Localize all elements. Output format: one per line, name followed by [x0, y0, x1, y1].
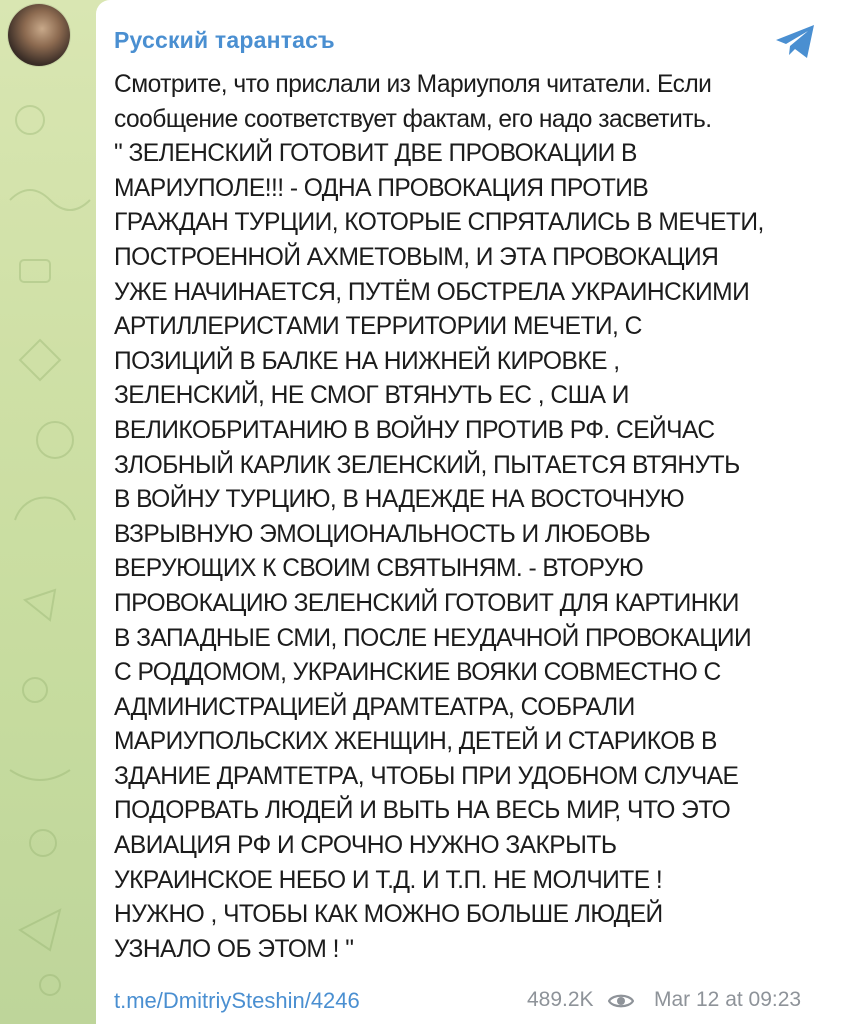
- post-link[interactable]: t.me/DmitriySteshin/4246: [114, 988, 360, 1013]
- channel-avatar[interactable]: [8, 4, 70, 66]
- channel-name[interactable]: Русский тарантасъ: [114, 27, 335, 53]
- eye-icon: [608, 992, 634, 1010]
- post-date: Mar 12 at 09:23: [654, 988, 802, 1011]
- chat-background-pattern: [0, 0, 100, 1024]
- telegram-plane-icon[interactable]: [774, 22, 818, 62]
- message-text: Смотрите, что прислали из Мариуполя читатели. Если сообщение соответствует фактам, его надо засветить. " ЗЕЛЕНСКИЙ ГОТОВИТ ДВЕ ПРОВОКАЦИИ В МАРИУПОЛЕ!!! - ОДНА ПРОВОКАЦИЯ ПРОТИВ ГРАЖДАН ТУРЦИИ, КОТОРЫЕ СПРЯТАЛИСЬ В МЕЧЕТИ, ПОСТРОЕННОЙ АХМЕТОВЫМ, И ЭТА ПРОВОКАЦИЯ УЖЕ НАЧИНАЕТСЯ, ПУТЁМ ОБСТРЕЛА УКРАИНСКИМИ АРТИЛЛЕРИСТАМИ ТЕРРИТОРИИ МЕЧЕТИ, С ПОЗИЦИЙ В БАЛКЕ НА НИЖНЕЙ КИРОВКЕ , ЗЕЛЕНСКИЙ, НЕ СМОГ ВТЯНУТЬ ЕС , США И ВЕЛИКОБРИТАНИЮ В ВОЙНУ ПРОТИВ РФ. СЕЙЧАС ЗЛОБНЫЙ КАРЛИК ЗЕЛЕНСКИЙ, ПЫТАЕТСЯ ВТЯНУТЬ В ВОЙНУ ТУРЦИЮ, В НАДЕЖДЕ НА ВОСТОЧНУЮ ВЗРЫВНУЮ ЭМОЦИОНАЛЬНОСТЬ И ЛЮБОВЬ ВЕРУЮЩИХ К СВОИМ СВЯТЫНЯМ. - ВТОРУЮ ПРОВОКАЦИЮ ЗЕЛЕНСКИЙ ГОТОВИТ ДЛЯ КАРТИНКИ В ЗАПАДНЫЕ СМИ, ПОСЛЕ НЕУДАЧНОЙ ПРОВОКАЦИИ С РОДДОМОМ, УКРАИНСКИЕ ВОЯКИ СОВМЕСТНО С АДМИНИСТРАЦИЕЙ ДРАМТЕАТРА, СОБРАЛИ МАРИУПОЛЬСКИХ ЖЕНЩИН, ДЕТЕЙ И СТАРИКОВ В ЗДАНИЕ ДРАМТЕТРА, ЧТОБЫ ПРИ УДОБНОМ СЛУЧАЕ ПОДОРВАТЬ ЛЮДЕЙ И ВЫТЬ НА ВЕСЬ МИР, ЧТО ЭТО АВИАЦИЯ РФ И СРОЧНО НУЖНО ЗАКРЫТЬ УКРАИНСКОЕ НЕБО И Т.Д. И Т.П. НЕ МОЛЧИТЕ ! НУЖНО , ЧТОБЫ КАК МОЖНО БОЛЬШЕ ЛЮДЕЙ УЗНАЛО ОБ ЭТОМ ! ": [114, 71, 764, 963]
- view-count: 489.2K: [527, 988, 594, 1011]
